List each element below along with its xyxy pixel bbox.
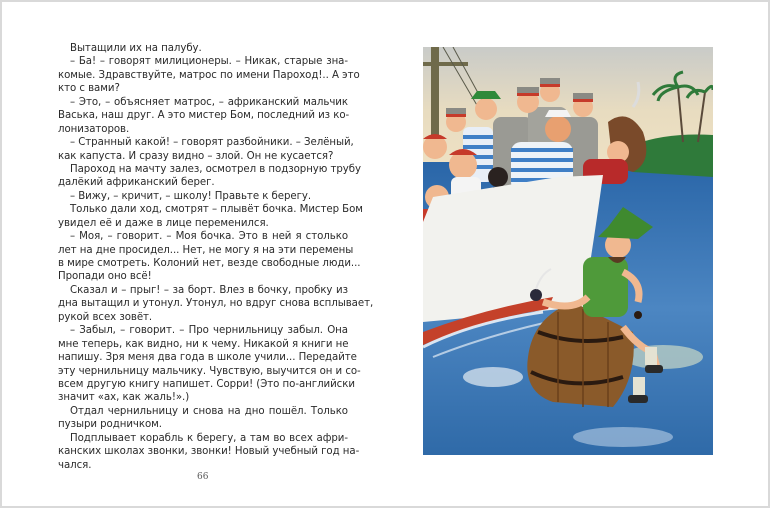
text-line: лонизаторов. [58, 123, 130, 135]
text-line: увидел её и даже в лице переменился. [58, 217, 269, 229]
text-line: – Это, – объясняет матрос, – африканский мальчик [70, 96, 348, 108]
text-line: значит «ах, как жаль!».) [58, 392, 190, 404]
text-line: Только дали ход, смотрят – плывёт бочка. Мистер Бом [70, 204, 363, 216]
text-line: – Странный какой! – говорят разбойники. – Зелёный, [70, 137, 354, 149]
ship-bow [423, 175, 603, 322]
text-line: дна вытащил и утонул. Утонул, но вдруг снова всплывает, [58, 298, 374, 310]
text-line: как капуста. И сразу видно – злой. Он не кусается? [58, 150, 334, 162]
text-line: Отдал чернильницу и снова на дно пошёл. Только [70, 405, 348, 417]
text-line: – Вижу, – кричит, – школу! Правьте к берегу. [70, 190, 312, 202]
text-line: в мире смотреть. Колоний нет, везде свободные люди... [58, 258, 361, 269]
illustration-svg [423, 47, 713, 455]
text-line: канских школах звонки, звонки! Новый учебный год на- [58, 446, 360, 458]
text-line: Пропади оно всё! [58, 271, 152, 283]
text-line: – Моя, – говорит. – Моя бочка. Это в ней я столько [70, 231, 348, 243]
text-line: далёкий африканский берег. [58, 177, 215, 189]
text-line: комые. Здравствуйте, матрос по имени Пароход!.. А это [58, 69, 360, 81]
text-line: Подплывает корабль к берегу, а там во всех афри- [70, 432, 348, 444]
text-line: Сказал и – прыг! – за борт. Влез в бочку, пробку из [70, 284, 348, 296]
text-line: Вытащили их на палубу. [70, 43, 202, 54]
text-line: напишу. Зря меня два года в школе учили... Передайте [58, 352, 357, 364]
text-line: мне теперь, как видно, ни к чему. Никакой я книги не [58, 338, 349, 350]
text-line: чался. [58, 459, 92, 471]
text-line: кто с вами? [58, 83, 120, 95]
text-line: эту чернильницу мальчику. Чувствую, выучится он и со- [58, 365, 361, 377]
text-line: – Ба! – говорят милиционеры. – Никак, старые зна- [70, 56, 348, 68]
page-number: 66 [197, 472, 209, 482]
text-line: Пароход на мачту залез, осмотрел в подзорную трубу [70, 163, 361, 175]
text-line: всем другую книгу напишет. Сорри! (Это по-английски [58, 378, 355, 390]
illustration [423, 47, 713, 455]
text-line: рукой всех зовёт. [58, 311, 153, 323]
text-line: пузыри родничком. [58, 419, 162, 431]
text-line: Васька, наш друг. А это мистер Бом, последний из ко- [58, 110, 350, 122]
text-line: лет на дне просидел... Нет, не могу я на эти перемены [58, 244, 354, 256]
text-line: – Забыл, – говорит. – Про чернильницу забыл. Она [70, 325, 348, 337]
text-column [58, 42, 374, 472]
